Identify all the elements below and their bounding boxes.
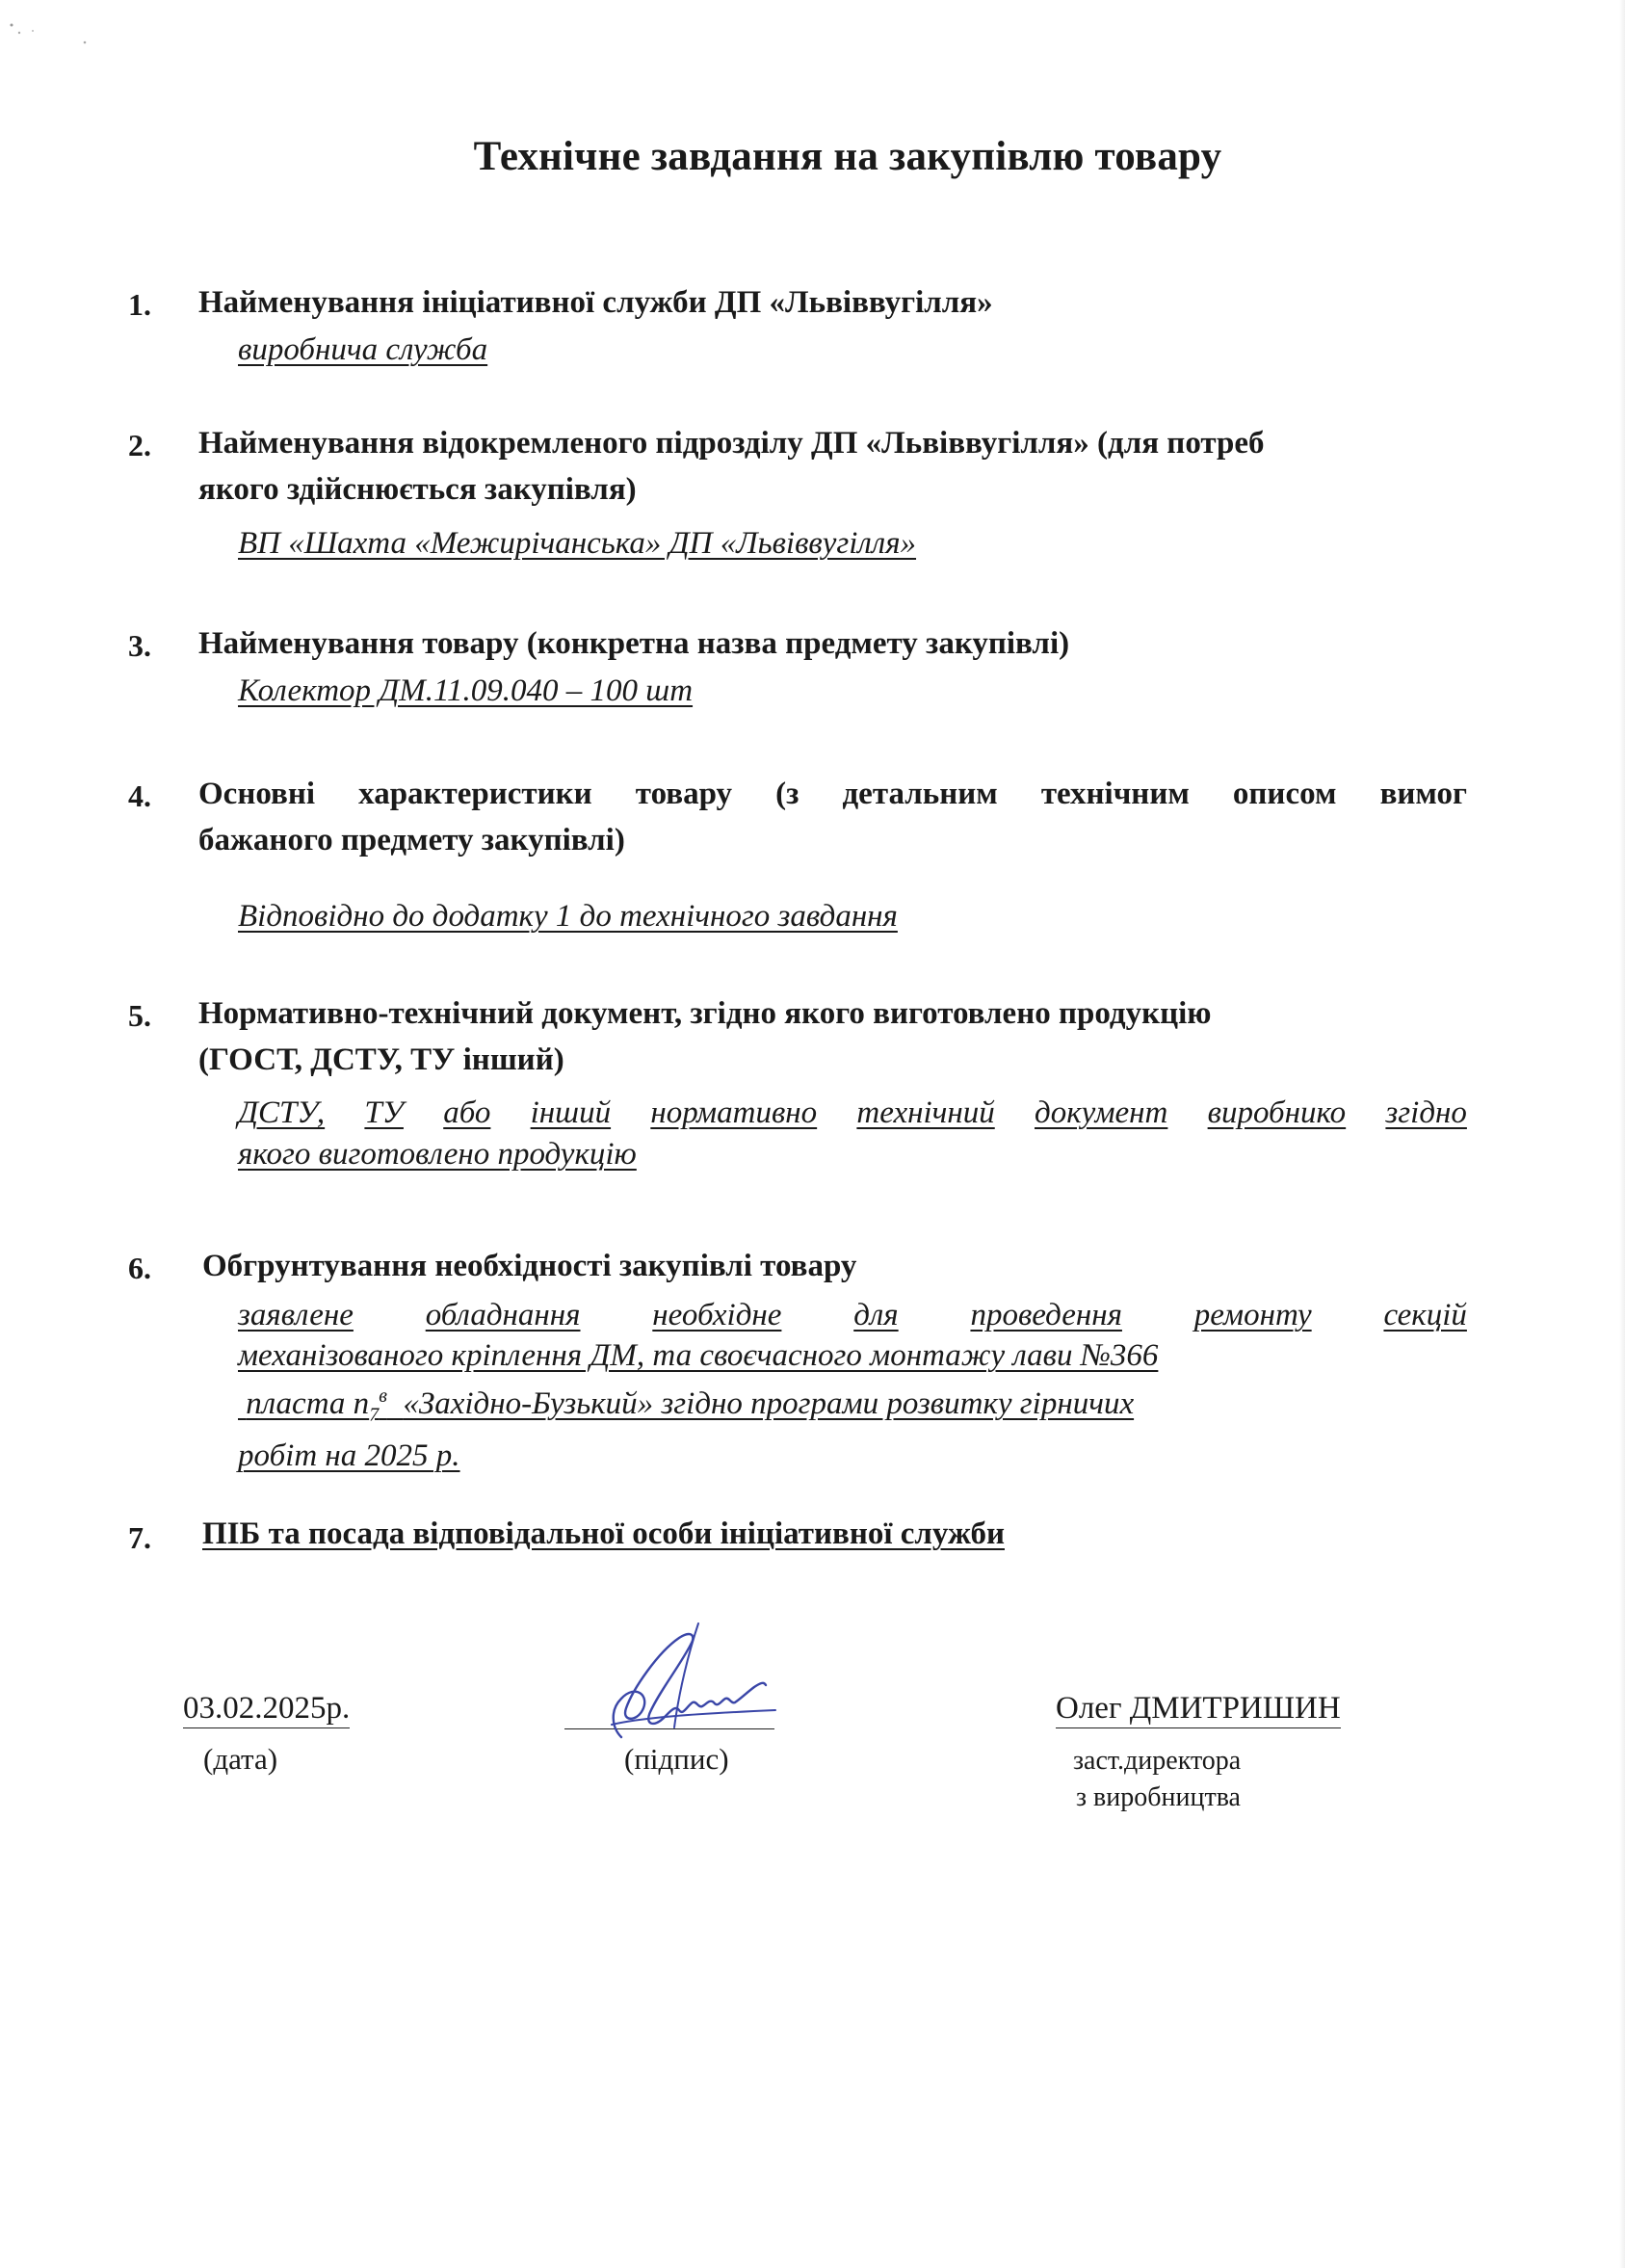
section-6-value-line-4: робіт на 2025 р.	[238, 1437, 460, 1473]
seam-name: «Західно-Бузький» згідно програми розвитку гірничих	[403, 1386, 1135, 1421]
section-5-heading-line-2: (ГОСТ, ДСТУ, ТУ інший)	[198, 1042, 564, 1077]
word: ДСТУ,	[238, 1095, 326, 1130]
section-4-value: Відповідно до додатку 1 до технічного завдання	[238, 899, 898, 934]
section-4-heading-line-1	[198, 771, 1467, 817]
word: ремонту	[1193, 1298, 1312, 1332]
word: товару	[635, 777, 732, 811]
section-2-value: ВП «Шахта «Межирічанська» ДП «Львіввугілля»	[238, 526, 917, 561]
section-2-heading-line-1: Найменування відокремленого підрозділу ДП «Львіввугілля» (для потреб	[198, 426, 1265, 461]
scan-edge	[1619, 0, 1625, 2268]
word: ТУ	[364, 1095, 404, 1130]
section-6-number: 6.	[128, 1251, 151, 1285]
word: згідно	[1385, 1095, 1467, 1130]
section-6-value-line-1	[238, 1295, 1467, 1335]
section-3-heading: Найменування товару (конкретна назва предмету закупівлі)	[198, 626, 1070, 661]
scan-artifact	[0, 0, 135, 58]
word: характеристики	[358, 777, 592, 811]
handwritten-signature	[583, 1614, 804, 1758]
section-4-heading	[198, 771, 1467, 863]
section-6-value	[238, 1295, 1467, 1476]
word: документ	[1035, 1095, 1168, 1130]
section-1-value: виробнича служба	[238, 332, 488, 367]
section-3-number: 3.	[128, 628, 151, 663]
official-name	[1056, 1691, 1341, 1727]
section-6-value-line-3	[238, 1376, 1467, 1436]
section-6-value-line-2: механізованого кріплення ДМ, та своєчасного монтажу лави №366	[238, 1338, 1159, 1373]
word: заявлене	[238, 1298, 354, 1332]
section-7-heading: ПІБ та посада відповідальної особи ініціативної служби	[202, 1516, 1005, 1551]
section-6-heading: Обгрунтування необхідності закупівлі товару	[202, 1249, 857, 1283]
word: для	[853, 1298, 899, 1332]
section-2-heading-line-2: якого здійснюється закупівля)	[198, 472, 637, 507]
section-5-value	[238, 1093, 1467, 1175]
word: необхідне	[652, 1298, 782, 1332]
word: виробнико	[1207, 1095, 1347, 1130]
section-3-value: Колектор ДМ.11.09.040 – 100 шт	[238, 673, 694, 708]
date-caption: (дата)	[203, 1742, 278, 1776]
word: (з	[775, 777, 799, 811]
section-2-heading	[198, 420, 1467, 513]
section-4-number: 4.	[128, 778, 151, 813]
official-name-value: Олег ДМИТРИШИН	[1056, 1691, 1341, 1728]
section-5-value-line-1	[238, 1093, 1467, 1134]
word: детальним	[842, 777, 998, 811]
section-1-heading: Найменування ініціативної служби ДП «Львіввугілля»	[198, 285, 993, 320]
signature-date	[183, 1691, 350, 1727]
section-2-number: 2.	[128, 428, 151, 462]
section-1-number: 1.	[128, 287, 151, 322]
word: нормативно	[650, 1095, 818, 1130]
section-5-heading-line-1: Нормативно-технічний документ, згідно якого виготовлено продукцію	[198, 996, 1212, 1031]
word: Основні	[198, 777, 316, 811]
word: або	[443, 1095, 491, 1130]
word: обладнання	[425, 1298, 581, 1332]
seam-label: пласта n	[246, 1386, 370, 1421]
section-5-value-line-2: якого виготовлено продукцію	[238, 1137, 637, 1172]
word: описом	[1232, 777, 1337, 811]
seam-subscript: 7	[369, 1404, 380, 1426]
section-7-number: 7.	[128, 1520, 151, 1555]
word: секцій	[1383, 1298, 1467, 1332]
word: вимог	[1379, 777, 1467, 811]
word: інший	[530, 1095, 612, 1130]
official-position-line-2: з виробництва	[1076, 1782, 1241, 1812]
word: технічний	[856, 1095, 995, 1130]
section-4-heading-line-2: бажаного предмету закупівлі)	[198, 823, 625, 857]
date-value: 03.02.2025р.	[183, 1691, 350, 1728]
seam-superscript: в	[379, 1385, 387, 1407]
official-position-line-1: заст.директора	[1073, 1746, 1242, 1776]
word: проведення	[970, 1298, 1122, 1332]
section-5-number: 5.	[128, 998, 151, 1033]
section-5-heading	[198, 990, 1467, 1083]
document-title: Технічне завдання на закупівлю товару	[473, 134, 1222, 179]
signature-caption: (підпис)	[624, 1742, 729, 1776]
word: технічним	[1040, 777, 1190, 811]
